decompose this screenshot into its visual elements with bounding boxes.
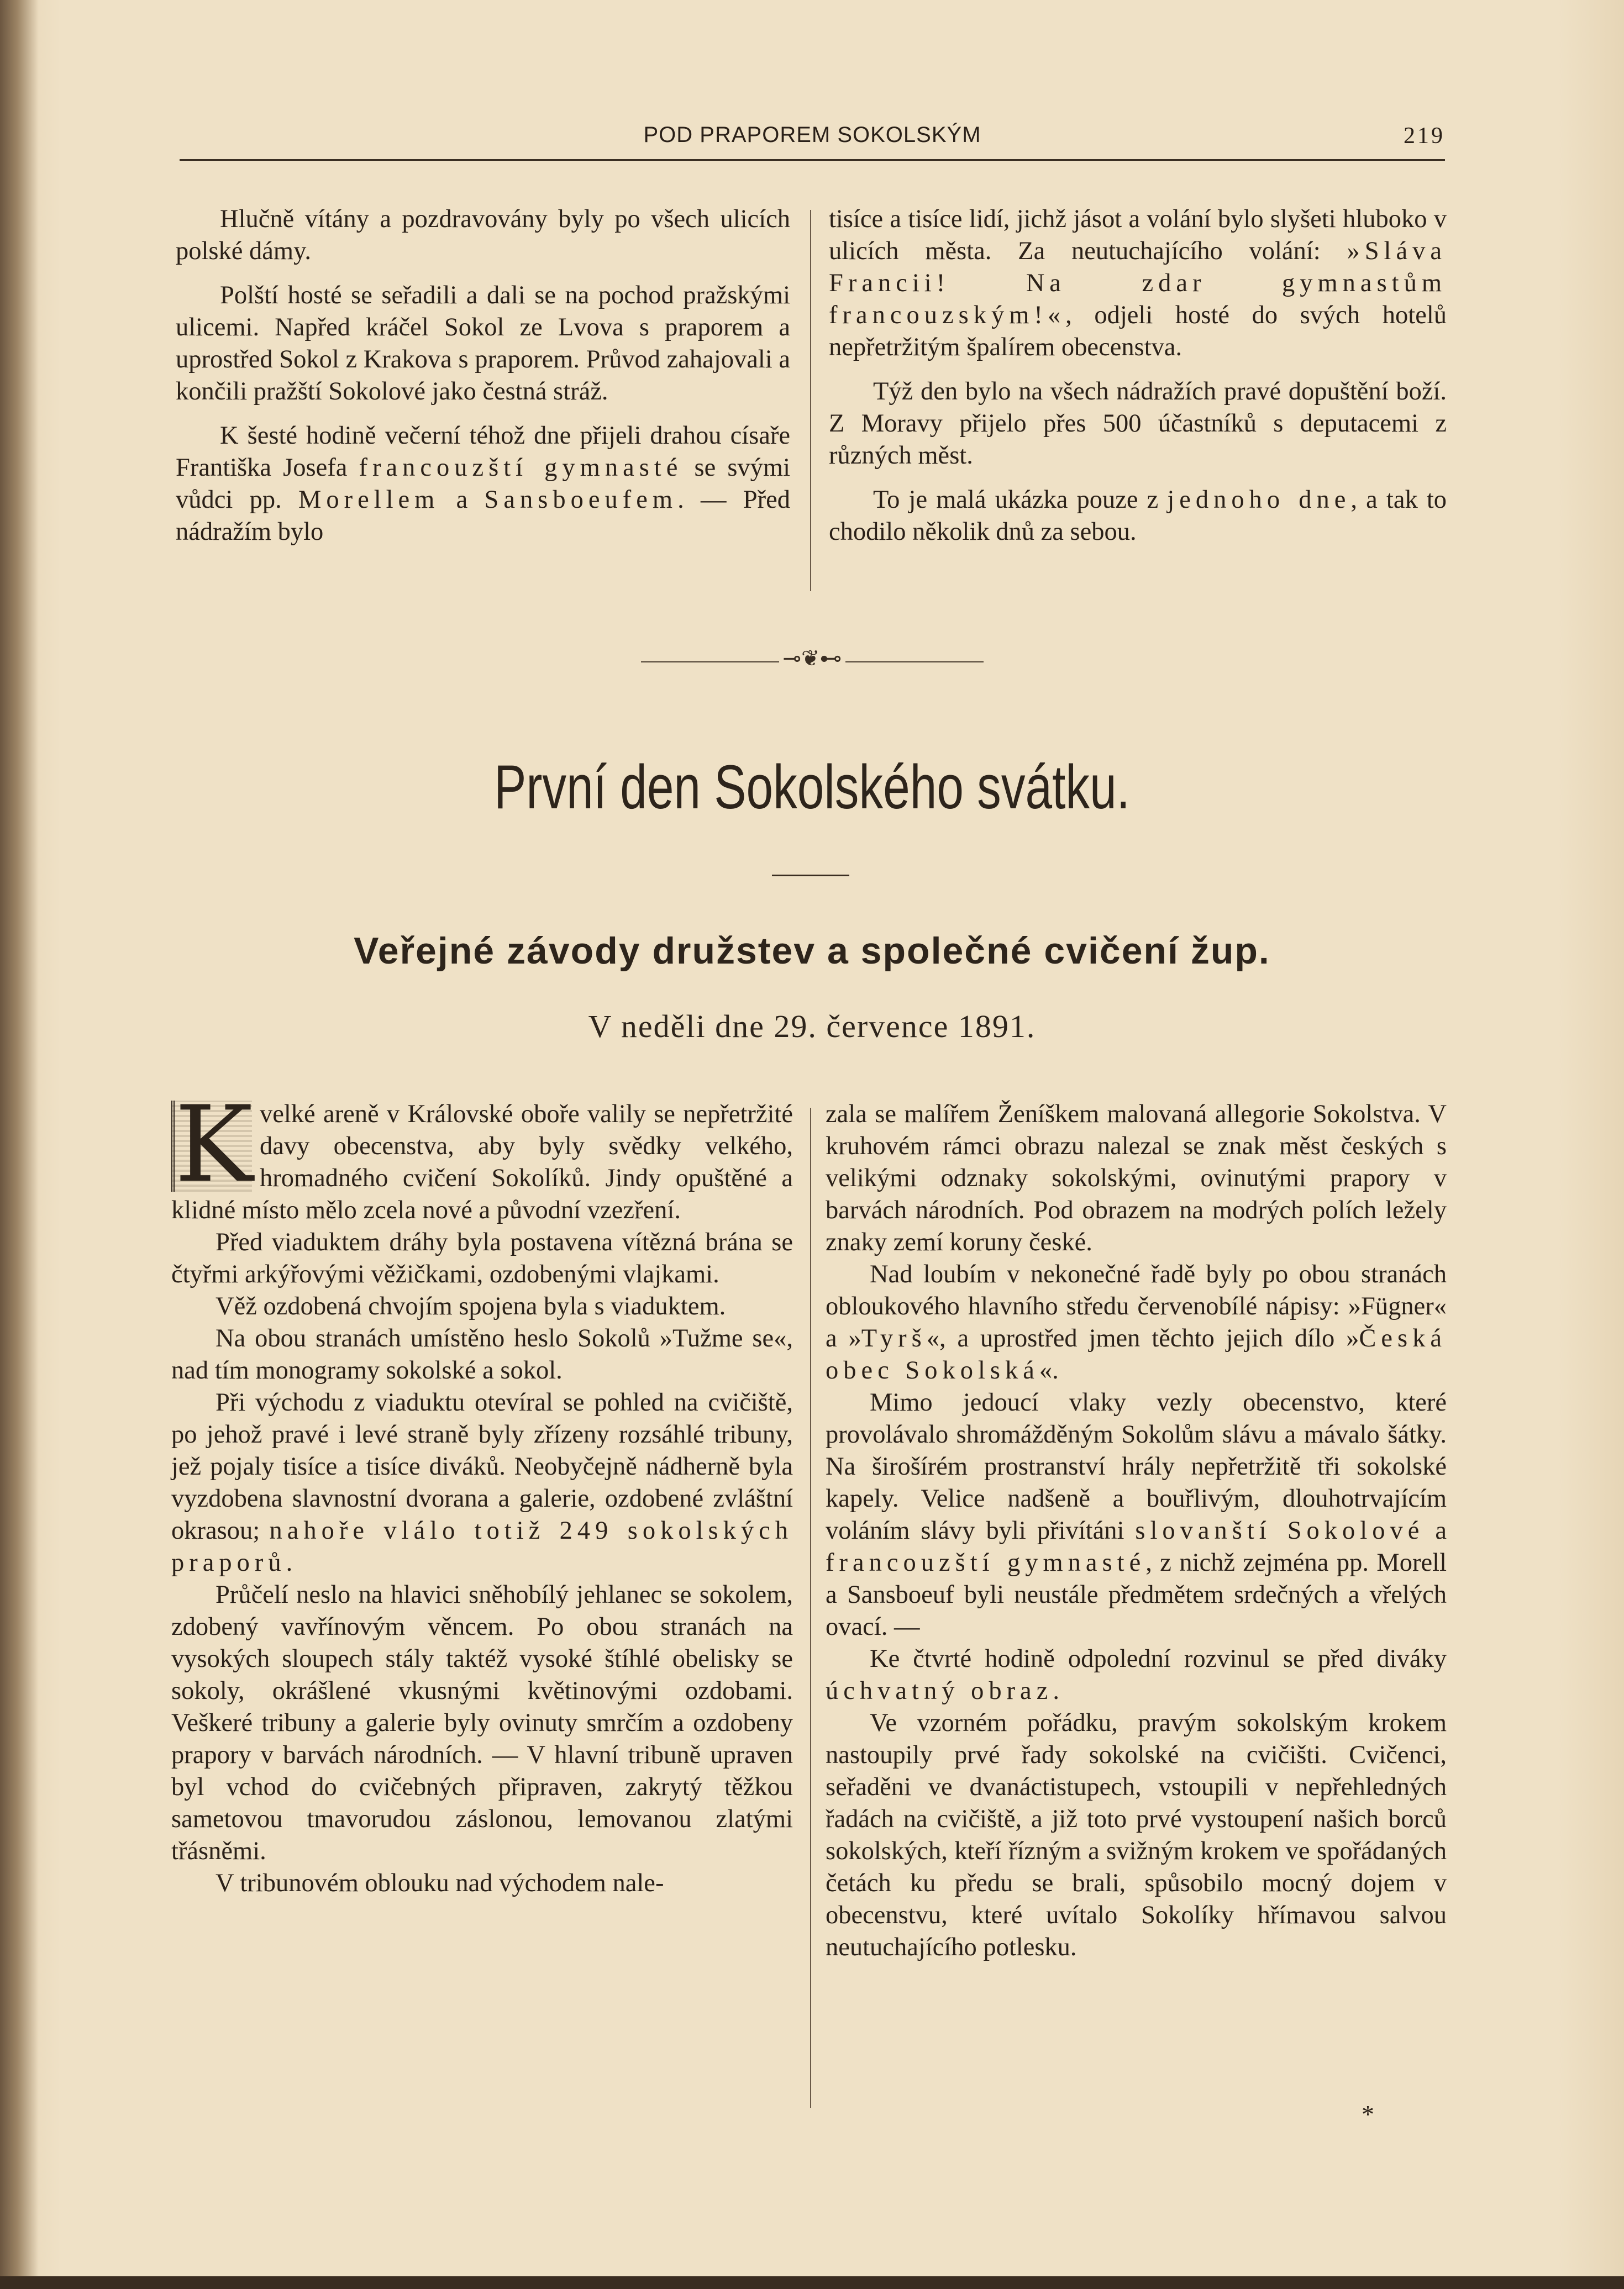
text-run: . <box>286 1549 293 1577</box>
top-left-column <box>176 203 790 548</box>
spaced-emphasis: francouzští gymnasté <box>359 454 683 482</box>
spaced-emphasis: úchvatný obraz <box>826 1677 1053 1705</box>
spaced-emphasis: »Sláva Francii! Na zdar gymnastům francouzským!« <box>829 237 1447 329</box>
header-rule <box>180 159 1445 161</box>
text-run: . — Před nádražím bylo <box>176 486 790 546</box>
paragraph: zala se malířem Ženíškem malovaná allegorie Sokolstva. V kruhovém rámci obrazu nalezal se znak měst českých s velikými odznaky sokolskými, ovinutými prapory v barvách národních. Pod obrazem na modrých polích ležely znaky zemí koruny české. <box>826 1100 1447 1256</box>
text-run: , a tak to chodilo několik dnů za sebou. <box>829 486 1447 546</box>
spaced-emphasis: Tyrš <box>861 1324 927 1353</box>
spaced-emphasis: Morellem <box>298 486 440 514</box>
page-bottom-edge <box>0 2276 1624 2289</box>
text-run: se svými vůdci pp. <box>176 454 791 514</box>
article-dateline: V neděli dne 29. července 1891. <box>588 1008 1036 1044</box>
text-run: . <box>1053 1677 1059 1705</box>
text-run: «. <box>1039 1356 1059 1385</box>
spaced-emphasis: nahoře vlálo totiž 249 sokolských praporů <box>171 1517 793 1577</box>
title-rule <box>772 875 849 876</box>
section-ornament <box>641 646 984 671</box>
text-run: , odjeli hosté do svých hotelů nepřetržitým špalírem obecenstva. <box>829 301 1447 361</box>
paragraph <box>829 484 1447 548</box>
text-run: a <box>1424 1517 1447 1545</box>
ornament-flourish-icon: ⊸❦⊷ <box>782 646 842 671</box>
paragraph: Průčelí neslo na hlavici sněhobílý jehlanec se sokolem, zdobený vavřínovým věncem. Po obou stranách na vysokých sloupech stály taktéž vysoké štíhlé obelisky se sokoly, okrášlené vkusnými květinovými ozdobami. Veškeré tribuny a galerie byly ovinuty smrčím a ozdobeny prapory v barvách národních. — V hlavní tribuně upraven byl vchod do cvičebných připraven, zakrytý těžkou sametovou tmavorudou záslonou, lemovanou zlatými třásněmi. <box>171 1581 793 1865</box>
paragraph <box>826 1259 1447 1387</box>
column-divider <box>810 1108 811 2108</box>
running-head <box>180 123 1445 161</box>
paragraph <box>826 1387 1447 1643</box>
dropcap-initial: K <box>171 1101 252 1192</box>
text-run: , z nichž zejména pp. Morell a Sansboeuf byli neustále předmětem srdečných a vřelých ovací. — <box>826 1549 1447 1641</box>
text-run: Mimo jedoucí vlaky vezly obecenstvo, které provolávalo shromážděným Sokolům slávu a mávalo šátky. Na širošírém prostranství hrály nepřetržitě tři sokolské kapely. Velice nadšeně a bouřlivým, dlouhotrvajícím voláním slávy byli přivítáni <box>826 1388 1447 1545</box>
spaced-emphasis: Sansboeufem <box>484 486 678 514</box>
paragraph: Na obou stranách umístěno heslo Sokolů »Tužme se«, nad tím monogramy sokolské a sokol. <box>171 1324 793 1385</box>
spaced-emphasis: jednoho dne <box>1167 486 1351 514</box>
paragraph <box>826 1643 1447 1707</box>
text-run: tisíce a tisíce lidí, jichž jásot a volání bylo slyšeti hluboko v ulicích města. Za neutuchajícího volání: <box>829 205 1447 265</box>
article-right-column <box>826 1098 1447 1964</box>
paragraph: Věž ozdobená chvojím spojena byla s viaduktem. <box>216 1292 726 1320</box>
paragraph: Ve vzorném pořádku, pravým sokolským krokem nastoupily prvé řady sokolské na cvičišti. Cvičenci, seřaděni ve dvanáctistupech, vstoupili v nepřehledných řadách na cvičiště, a již toto prvé vystoupení našich borců sokolských, kteří řízným a svižným krokem ve spořádaných četách ku předu se brali, spůsobilo mocný dojem v obecenstvu, které uvítalo Sokolíky hřímavou salvou neutuchajícího potlesku. <box>826 1709 1447 1961</box>
section-asterisk: * <box>1362 2100 1374 2128</box>
paragraph: Hlučně vítány a pozdravovány byly po všech ulicích polské dámy. <box>176 205 790 265</box>
paragraph: Týž den bylo na všech nádražích pravé dopuštění boží. Z Moravy přijelo přes 500 účastníků s deputacemi z různých měst. <box>829 377 1447 470</box>
column-divider <box>810 210 811 591</box>
paragraph <box>171 1387 793 1579</box>
paragraph: V tribunovém oblouku nad východem nale- <box>216 1869 664 1897</box>
paragraph: Před viaduktem dráhy byla postavena vítězná brána se čtyřmi arkýřovými věžičkami, ozdobenými vlajkami. <box>171 1228 793 1288</box>
paragraph <box>171 1083 793 1227</box>
page-number: 219 <box>1404 123 1445 149</box>
paragraph <box>176 420 790 548</box>
text-run: K šesté hodině večerní téhož dne přijeli drahou císaře Františka Josefa <box>176 422 790 482</box>
paragraph: Polští hosté se seřadili a dali se na pochod pražskými ulicemi. Napřed kráčel Sokol ze Lvova s praporem a uprostřed Sokol z Krakova s praporem. Průvod zahajovali a končili pražští Sokolové jako čestná stráž. <box>176 281 790 406</box>
spaced-emphasis: Česká obec Sokolská <box>826 1324 1447 1385</box>
article-title: První den Sokolského svátku. <box>494 753 1130 822</box>
spaced-emphasis: slovanští Sokolové <box>1135 1517 1425 1545</box>
running-head-title: POD PRAPOREM SOKOLSKÝM <box>643 123 981 147</box>
text-run: velké areně v Královské oboře valily se nepřetržité davy obecenstva, aby byly svědky velkého, hromadného cvičení Sokolíků. Jindy opuštěné a klidné místo mělo zcela nové a původní vzezření. <box>171 1100 793 1224</box>
article-left-column <box>171 1083 793 1899</box>
text-run: Při východu z viaduktu otevíral se pohled na cvičiště, po jehož pravé i levé straně byly zřízeny rozsáhlé tribuny, jež pojaly tisíce a tisíce diváků. Neobyčejně nádherně byla vyzdobena slavnostní dvorana a galerie, ozdobené zvláštní okrasou; <box>171 1388 793 1545</box>
book-spine-shadow <box>0 0 39 2289</box>
text-run: a <box>439 486 485 514</box>
text-run: Ke čtvrté hodině odpolední rozvinul se před diváky <box>870 1645 1447 1673</box>
top-right-column <box>829 203 1447 548</box>
spaced-emphasis: francouzští gymnasté <box>826 1549 1146 1577</box>
paragraph <box>829 203 1447 364</box>
text-run: «, a uprostřed jmen těchto jejich dílo » <box>926 1324 1359 1353</box>
text-run: Nad loubím v nekonečné řadě byly po obou stranách obloukového hlavního středu červenobílé nápisy: »Fügner« a » <box>826 1260 1447 1353</box>
text-run: To je malá ukázka pouze z <box>873 486 1168 514</box>
ornament-line-right <box>845 661 984 662</box>
article-subtitle: Veřejné závody družstev a společné cvičení žup. <box>354 930 1270 972</box>
ornament-line-left <box>641 661 779 662</box>
